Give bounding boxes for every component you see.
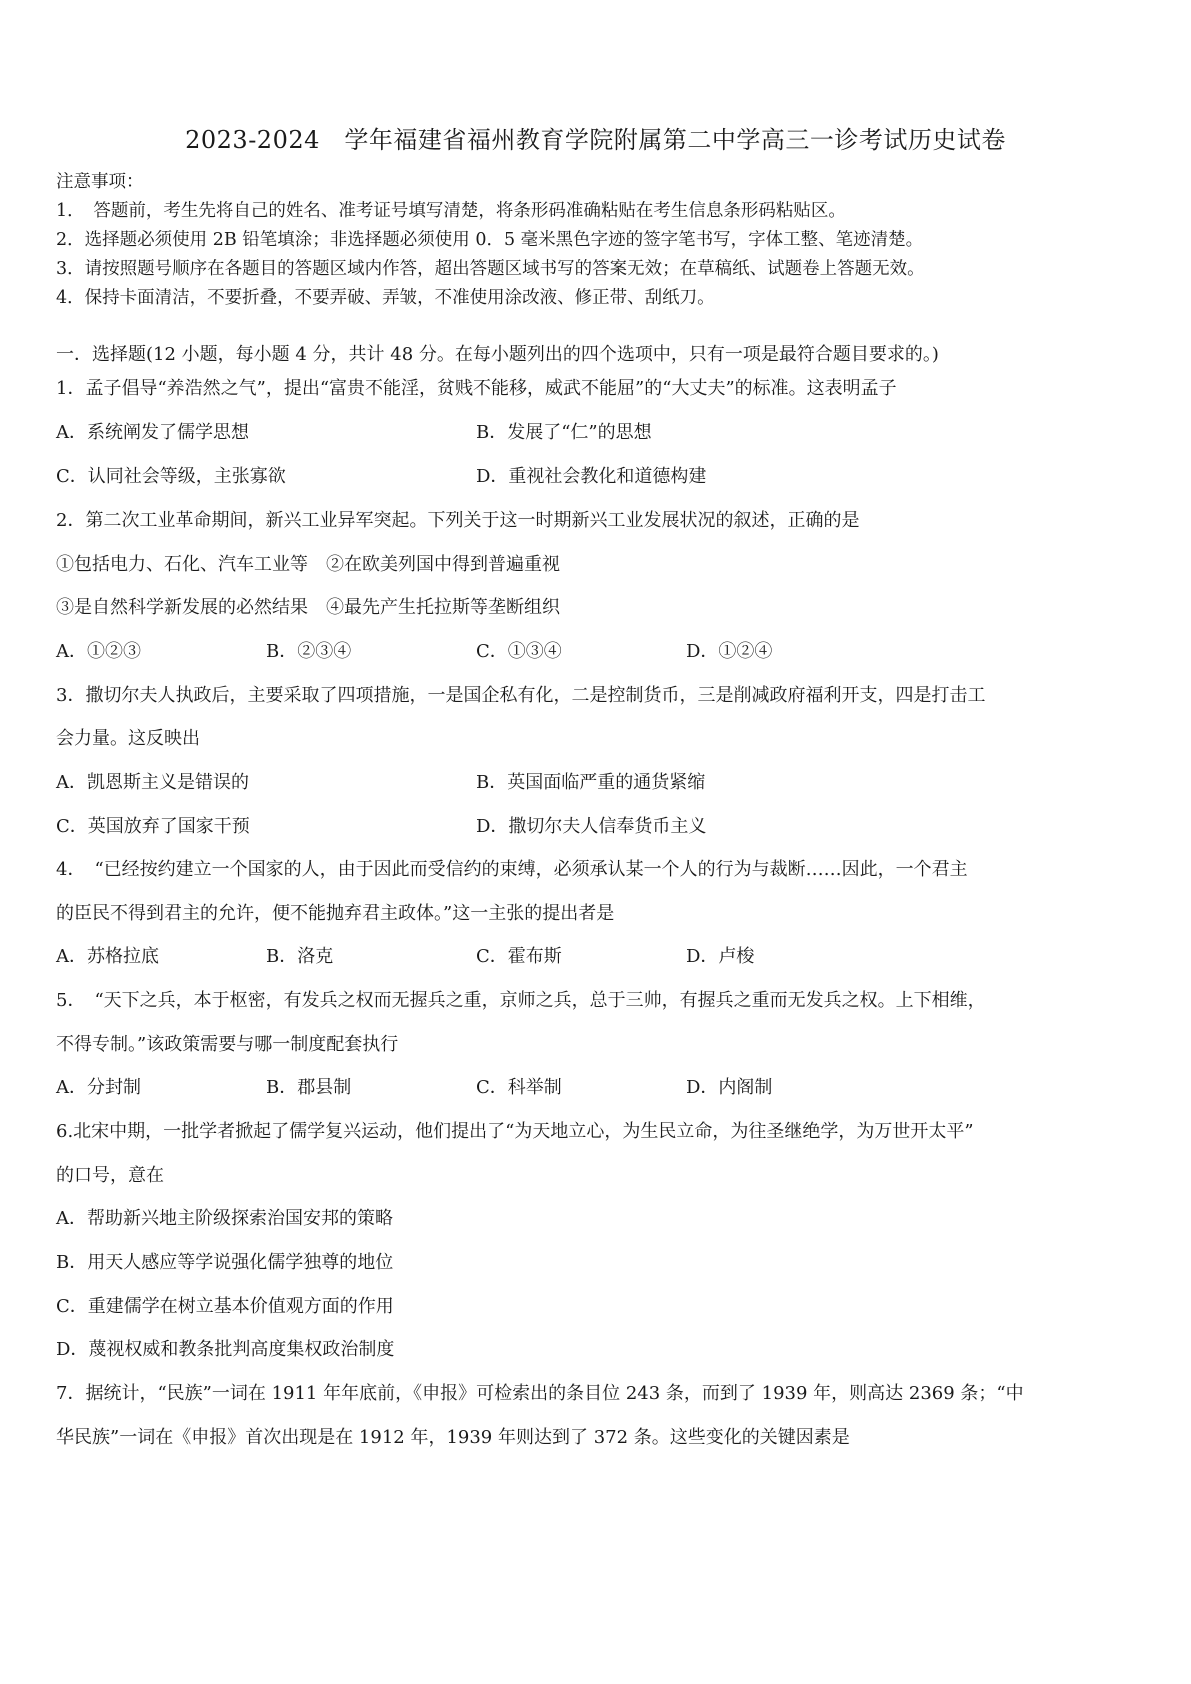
question-stem-cont: 的口号，意在	[56, 1165, 164, 1186]
option-b: B．郡县制	[266, 1077, 352, 1098]
option-d: D．蔑视权威和教条批判高度集权政治制度	[56, 1339, 395, 1360]
statement-line: ①包括电力、石化、汽车工业等 ②在欧美列国中得到普遍重视	[56, 554, 560, 575]
option-b: B．发展了“仁”的思想	[476, 422, 652, 443]
option-b: B．用天人感应等学说强化儒学独尊的地位	[56, 1252, 394, 1273]
option-c: C．认同社会等级，主张寡欲	[56, 466, 286, 487]
page-title: 2023-2024 学年福建省福州教育学院附属第二中学高三一诊考试历史试卷	[185, 126, 1006, 154]
option-a: A．分封制	[56, 1077, 141, 1098]
option-c: C．英国放弃了国家干预	[56, 816, 250, 837]
notes-heading: 注意事项：	[56, 172, 144, 192]
note-item: 3．请按照题号顺序在各题目的答题区域内作答，超出答题区域书写的答案无效；在草稿纸、试题卷上答题无效。	[56, 259, 925, 279]
question-stem-cont: 不得专制。”该政策需要与哪一制度配套执行	[56, 1034, 399, 1055]
note-item: 4．保持卡面清洁，不要折叠，不要弄破、弄皱，不准使用涂改液、修正带、刮纸刀。	[56, 288, 715, 308]
question-stem-cont: 的臣民不得到君主的允许，便不能抛弃君主政体。”这一主张的提出者是	[56, 903, 615, 924]
note-item: 2．选择题必须使用 2B 铅笔填涂；非选择题必须使用 0．5 毫米黑色字迹的签字笔书写，字体工整、笔迹清楚。	[56, 230, 924, 250]
question-stem: 4． “已经按约建立一个国家的人，由于因此而受信约的束缚，必须承认某一个人的行为与裁断……因此，一个君主	[56, 859, 968, 880]
question-stem: 6.北宋中期，一批学者掀起了儒学复兴运动，他们提出了“为天地立心，为生民立命，为往圣继绝学，为万世开太平”	[56, 1121, 974, 1142]
option-b: B．洛克	[266, 946, 334, 967]
question-stem: 5． “天下之兵，本于枢密，有发兵之权而无握兵之重，京师之兵，总于三帅，有握兵之重而无发兵之权。上下相维，	[56, 990, 986, 1011]
option-d: D．卢梭	[686, 946, 755, 967]
option-d: D．①②④	[686, 641, 773, 662]
option-b: B．②③④	[266, 641, 352, 662]
option-a: A．苏格拉底	[56, 946, 159, 967]
section-heading: 一．选择题(12 小题，每小题 4 分，共计 48 分。在每小题列出的四个选项中，只有一项是最符合题目要求的。)	[56, 344, 939, 365]
question-stem: 2．第二次工业革命期间，新兴工业异军突起。下列关于这一时期新兴工业发展状况的叙述，正确的是	[56, 510, 860, 531]
option-d: D．内阁制	[686, 1077, 773, 1098]
question-stem: 3．撒切尔夫人执政后，主要采取了四项措施，一是国企私有化，二是控制货币，三是削减政府福利开支，四是打击工	[56, 685, 986, 706]
question-stem: 7．据统计，“民族”一词在 1911 年年底前，《申报》可检索出的条目位 243 条，而到了 1939 年，则高达 2369 条；“中	[56, 1383, 1024, 1404]
statement-line: ③是自然科学新发展的必然结果 ④最先产生托拉斯等垄断组织	[56, 597, 560, 618]
option-a: A．凯恩斯主义是错误的	[56, 772, 249, 793]
question-stem-cont: 会力量。这反映出	[56, 728, 200, 749]
option-d: D．撒切尔夫人信奉货币主义	[476, 816, 707, 837]
option-d: D．重视社会教化和道德构建	[476, 466, 707, 487]
option-a: A．帮助新兴地主阶级探索治国安邦的策略	[56, 1208, 393, 1229]
question-stem-cont: 华民族”一词在《申报》首次出现是在 1912 年，1939 年则达到了 372 条。这些变化的关键因素是	[56, 1427, 850, 1448]
option-c: C．科举制	[476, 1077, 562, 1098]
option-c: C．①③④	[476, 641, 562, 662]
option-c: C．重建儒学在树立基本价值观方面的作用	[56, 1296, 394, 1317]
question-stem: 1．孟子倡导“养浩然之气”，提出“富贵不能淫，贫贱不能移，威武不能屈”的“大丈夫”的标准。这表明孟子	[56, 378, 897, 399]
option-a: A．系统阐发了儒学思想	[56, 422, 249, 443]
option-a: A．①②③	[56, 641, 141, 662]
option-b: B．英国面临严重的通货紧缩	[476, 772, 706, 793]
note-item: 1． 答题前，考生先将自己的姓名、准考证号填写清楚，将条形码准确粘贴在考生信息条形码粘贴区。	[56, 201, 846, 221]
option-c: C．霍布斯	[476, 946, 562, 967]
